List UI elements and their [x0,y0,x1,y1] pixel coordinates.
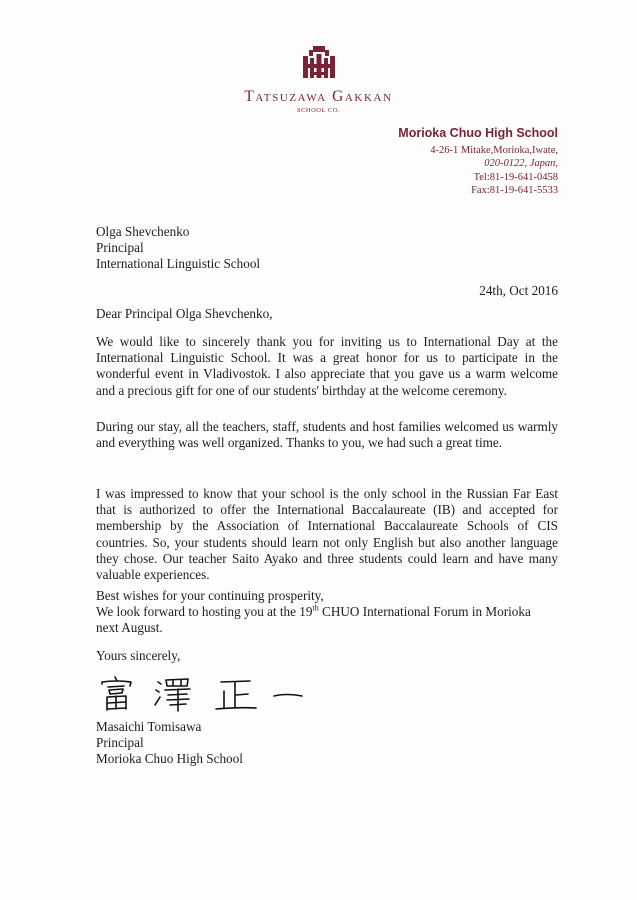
handwritten-signature [96,674,306,714]
recipient-title: Principal [96,240,144,256]
sender-address-line: 4-26-1 Mitake,Morioka,Iwate, [430,145,558,156]
closing-line: Best wishes for your continuing prosperity, [96,588,324,603]
sender-address [398,126,558,198]
sender-address-line: 020-0122, Japan, [484,158,558,170]
ordinal-suffix: th [312,603,319,613]
letter-date: 24th, Oct 2016 [479,283,558,298]
valediction: Yours sincerely, [96,648,181,663]
sender-fax: Fax:81-19-641-5533 [471,185,558,197]
recipient-name: Olga Shevchenko [96,224,190,239]
recipient-block [96,224,260,273]
closing-line: next August. [96,620,163,636]
signatory-block [96,719,243,768]
letterhead [0,44,637,114]
signatory-organization: Morioka Chuo High School [96,751,243,767]
closing-block [96,588,531,637]
body-paragraph: I was impressed to know that your school is the only school in the Russian Far East that is authorized to offer the International Baccalaureate (IB) and accepted for membership by the Association of International Baccalaureate Schools of CIS countries. So, your students should learn not only English but also another language they chose. Our teacher Saito Ayako and three students could learn and have many valuable experiences. [96,486,558,583]
school-group-name: Tatsuzawa Gakkan [244,88,393,105]
signatory-name: Masaichi Tomisawa [96,719,202,734]
closing-text: CHUO International Forum in Morioka [318,604,531,620]
school-group-sub: SCHOOL CO. [296,107,341,114]
tg-monogram-icon [300,44,338,80]
signatory-title: Principal [96,735,144,751]
body-paragraph: We would like to sincerely thank you for inviting us to International Day at the International Linguistic School. It was a great honor for us to participate in the wonderful event in Vladivostok. I also appreciate that you gave us a warm welcome and a precious gift for one of our students' birthday at the welcome ceremony. [96,334,558,398]
body-paragraph: During our stay, all the teachers, staff, students and host families welcomed us warmly and everything was well organized. Thanks to you, we had such a great time. [96,419,558,451]
recipient-organization: International Linguistic School [96,256,261,272]
closing-text: We look forward to hosting you at the 19 [96,604,313,620]
sender-tel: Tel:81-19-641-0458 [473,171,558,183]
sender-school-name: Morioka Chuo High School [398,126,558,140]
salutation: Dear Principal Olga Shevchenko, [96,306,273,321]
closing-line [96,604,531,620]
